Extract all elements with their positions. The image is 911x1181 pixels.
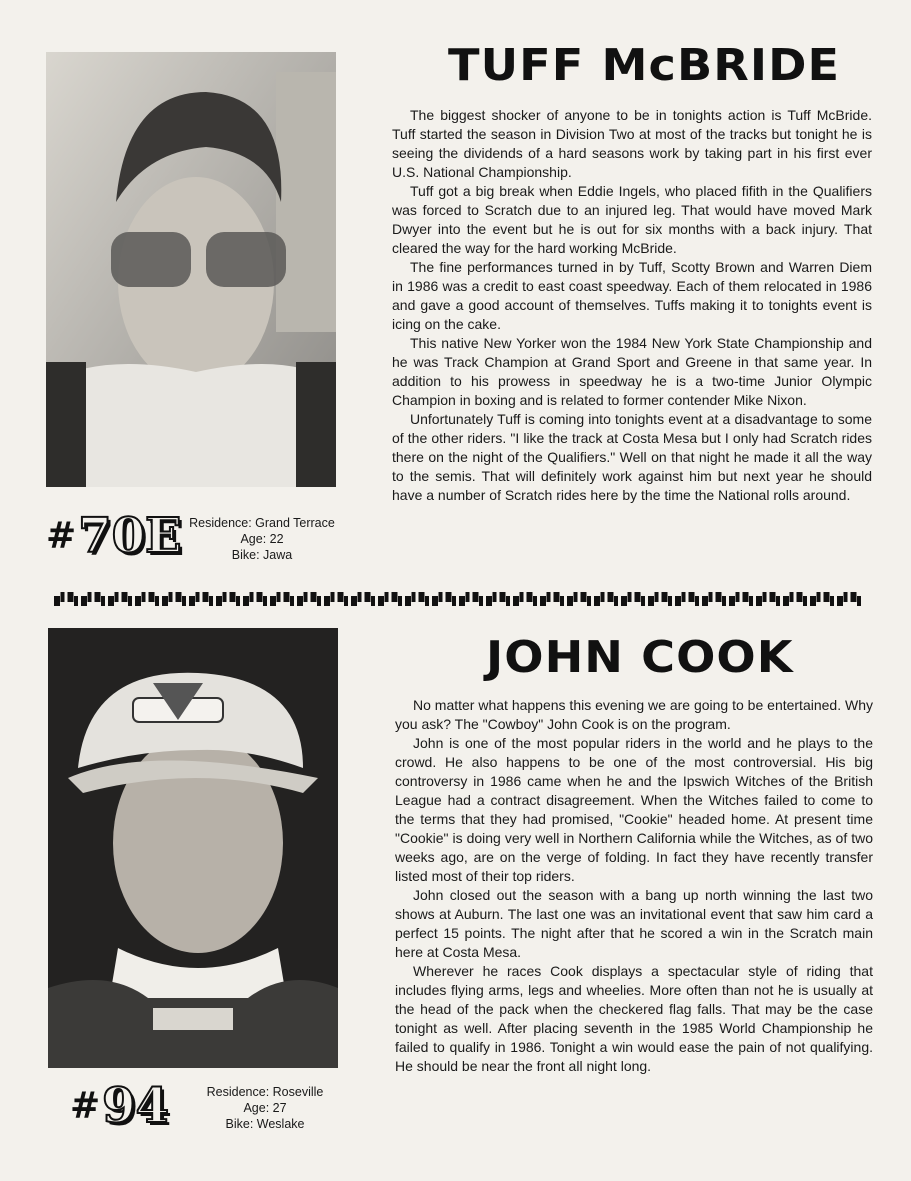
check-square (149, 592, 155, 602)
check-square (743, 592, 749, 602)
check-square (736, 592, 740, 602)
bio-paragraph: No matter what happens this evening we are going to be entertained. Why you ask? The "Cowboy" John Cook is on the program. (395, 697, 873, 732)
check-square (162, 596, 168, 606)
check-square (682, 592, 686, 602)
bike: Bike: Jawa (231, 548, 293, 562)
check-square (689, 592, 695, 602)
bio-paragraph: John closed out the season with a bang up north winning the last two shows at Auburn. The last one was an invitational event that saw him card a perfect 15 points. The night after that he scored a win in the Scratch main here at Costa Mesa. (395, 887, 873, 960)
check-square (473, 592, 479, 602)
check-square (587, 596, 591, 606)
residence: Residence: Roseville (206, 1085, 324, 1099)
check-square (365, 592, 371, 602)
check-square (331, 592, 335, 602)
check-square (763, 592, 767, 602)
check-square (837, 596, 843, 606)
portrait-image (48, 628, 338, 1068)
check-square (81, 596, 87, 606)
check-square (371, 596, 375, 606)
check-square (216, 596, 222, 606)
check-square (810, 596, 816, 606)
check-square (88, 592, 92, 602)
check-square (297, 596, 303, 606)
check-square (196, 592, 200, 602)
number-hash: # (46, 515, 77, 557)
rider-bio (392, 106, 872, 505)
check-square (263, 596, 267, 606)
check-square (675, 596, 681, 606)
check-square (581, 592, 587, 602)
check-square (770, 592, 776, 602)
check-square (749, 596, 753, 606)
check-square (209, 596, 213, 606)
residence: Residence: Grand Terrace (189, 516, 335, 530)
rider-name-title: TUFF McBRIDE (448, 40, 841, 91)
check-square (317, 596, 321, 606)
check-square (176, 592, 182, 602)
check-square (115, 592, 119, 602)
check-square (695, 596, 699, 606)
check-square (392, 592, 398, 602)
rider-stats (178, 515, 346, 563)
rider-number (46, 508, 182, 564)
check-square (54, 596, 60, 606)
check-square (169, 592, 173, 602)
check-square (662, 592, 668, 602)
number-hash: # (70, 1085, 101, 1127)
check-square (722, 596, 726, 606)
check-square (122, 592, 128, 602)
checkered-flag-divider-icon (54, 590, 864, 608)
check-square (128, 596, 132, 606)
rider-photo-mcbride (46, 52, 336, 487)
check-square (857, 596, 861, 606)
check-square (655, 592, 659, 602)
check-square (243, 596, 249, 606)
check-square (425, 596, 429, 606)
check-square (101, 596, 105, 606)
check-square (304, 592, 308, 602)
check-square (95, 592, 101, 602)
check-square (533, 596, 537, 606)
check-square (668, 596, 672, 606)
check-square (567, 596, 573, 606)
check-square (844, 592, 848, 602)
check-square (756, 596, 762, 606)
check-square (560, 596, 564, 606)
rider-name-title: JOHN COOK (486, 632, 794, 683)
check-square (61, 592, 65, 602)
bio-paragraph: Wherever he races Cook displays a spectacular style of riding that includes flying arms, legs and wheelies. More often than not he is usually at the head of the pack when the checkered flag falls. That may be the case tonight as well. After placing seventh in the 1985 World Championship he failed to qualify in 1986. Tonight a win would ease the pain of not qualifying. He should be near the front all night long. (395, 963, 873, 1074)
check-square (182, 596, 186, 606)
check-square (783, 596, 789, 606)
check-square (641, 596, 645, 606)
check-square (628, 592, 632, 602)
check-square (729, 596, 735, 606)
check-square (385, 592, 389, 602)
bio-paragraph: Unfortunately Tuff is coming into tonights event at a disadvantage to some of the other riders. "I like the track at Costa Mesa but I only had Scratch rides there on the night of the Qualifiers." Well on that night he made it all the way to the semis. That will definitely work against him but next year he should have a number of Scratch rides here by the time the National rolls around. (392, 411, 872, 503)
check-square (817, 592, 821, 602)
check-square (803, 596, 807, 606)
check-square (797, 592, 803, 602)
check-square (290, 596, 294, 606)
check-square (554, 592, 560, 602)
check-square (108, 596, 114, 606)
check-square (257, 592, 263, 602)
check-square (446, 592, 452, 602)
check-square (68, 592, 74, 602)
rider-bio (395, 696, 873, 1076)
check-square (540, 596, 546, 606)
check-square (493, 592, 497, 602)
bio-paragraph: This native New Yorker won the 1984 New York State Championship and he was Track Champion at Grand Sport and Greene in that same year. In addition to his prowess in speedway he is a two-time Junior Olympic Champion in boxing and is related to former contender Mike Nixon. (392, 335, 872, 408)
check-square (506, 596, 510, 606)
check-square (513, 596, 519, 606)
check-square (223, 592, 227, 602)
check-square (466, 592, 470, 602)
check-square (439, 592, 443, 602)
check-square (520, 592, 524, 602)
bio-paragraph: The biggest shocker of anyone to be in tonights action is Tuff McBride. Tuff started the season in Division Two at most of the tracks but tonight he is seeing the dividends of a hard seasons work by taking part in his first ever U.S. National Championship. (392, 107, 872, 180)
bio-paragraph: Tuff got a big break when Eddie Ingels, who placed fifith in the Qualifiers was forced to Scratch due to an injured leg. That would have moved Mark Dwyer into the event but he is out for six months with a back injury. That cleared the way for the hard working McBride. (392, 183, 872, 256)
check-square (709, 592, 713, 602)
check-square (142, 592, 146, 602)
check-square (419, 592, 425, 602)
check-square (270, 596, 276, 606)
number-digits: 70E (78, 508, 182, 564)
check-square (203, 592, 209, 602)
check-square (378, 596, 384, 606)
check-square (236, 596, 240, 606)
check-square (155, 596, 159, 606)
check-square (851, 592, 857, 602)
check-square (500, 592, 506, 602)
check-square (790, 592, 794, 602)
check-square (830, 596, 834, 606)
check-square (574, 592, 578, 602)
bio-paragraph: The fine performances turned in by Tuff, Scotty Brown and Warren Diem in 1986 was a credit to east coast speedway. Each of them relocated in 1986 and gave a good account of themselves. Tuffs making it to tonights event is icing on the cake. (392, 259, 872, 332)
check-square (398, 596, 402, 606)
check-square (277, 592, 281, 602)
check-square (594, 596, 600, 606)
check-square (432, 596, 438, 606)
age: Age: 27 (243, 1101, 287, 1115)
rider-number (70, 1078, 169, 1134)
portrait-image (46, 52, 336, 487)
check-square (74, 596, 78, 606)
check-square (358, 592, 362, 602)
check-square (338, 592, 344, 602)
check-square (311, 592, 317, 602)
check-square (250, 592, 254, 602)
rider-stats (196, 1084, 334, 1132)
check-square (621, 596, 627, 606)
rider-photo-cook (48, 628, 338, 1068)
number-digits: 94 (102, 1078, 169, 1134)
check-square (324, 596, 330, 606)
check-square (486, 596, 492, 606)
check-square (344, 596, 348, 606)
check-square (547, 592, 551, 602)
check-square (479, 596, 483, 606)
check-square (776, 596, 780, 606)
check-square (648, 596, 654, 606)
check-square (608, 592, 614, 602)
check-square (459, 596, 465, 606)
check-square (614, 596, 618, 606)
bio-paragraph: John is one of the most popular riders in the world and he plays to the crowd. He also happens to be one of the most controversial. His big controversy in 1986 came when he and the Ipswich Witches of the British League had a contract disagreement. When the Witches failed to come to the terms that they had promised, "Cookie" headed home. At present time "Cookie" is doing very well in Northern California while the Witches, as of two weeks ago, are on the verge of folding. In fact they have recently transfer listed most of their top riders. (395, 735, 873, 884)
check-square (230, 592, 236, 602)
check-square (412, 592, 416, 602)
check-square (405, 596, 411, 606)
check-square (452, 596, 456, 606)
check-square (824, 592, 830, 602)
check-square (601, 592, 605, 602)
check-square (716, 592, 722, 602)
check-square (635, 592, 641, 602)
check-square (351, 596, 357, 606)
bike: Bike: Weslake (225, 1117, 305, 1131)
check-square (135, 596, 141, 606)
check-square (702, 596, 708, 606)
check-square (284, 592, 290, 602)
check-square (189, 596, 195, 606)
age: Age: 22 (240, 532, 284, 546)
check-square (527, 592, 533, 602)
